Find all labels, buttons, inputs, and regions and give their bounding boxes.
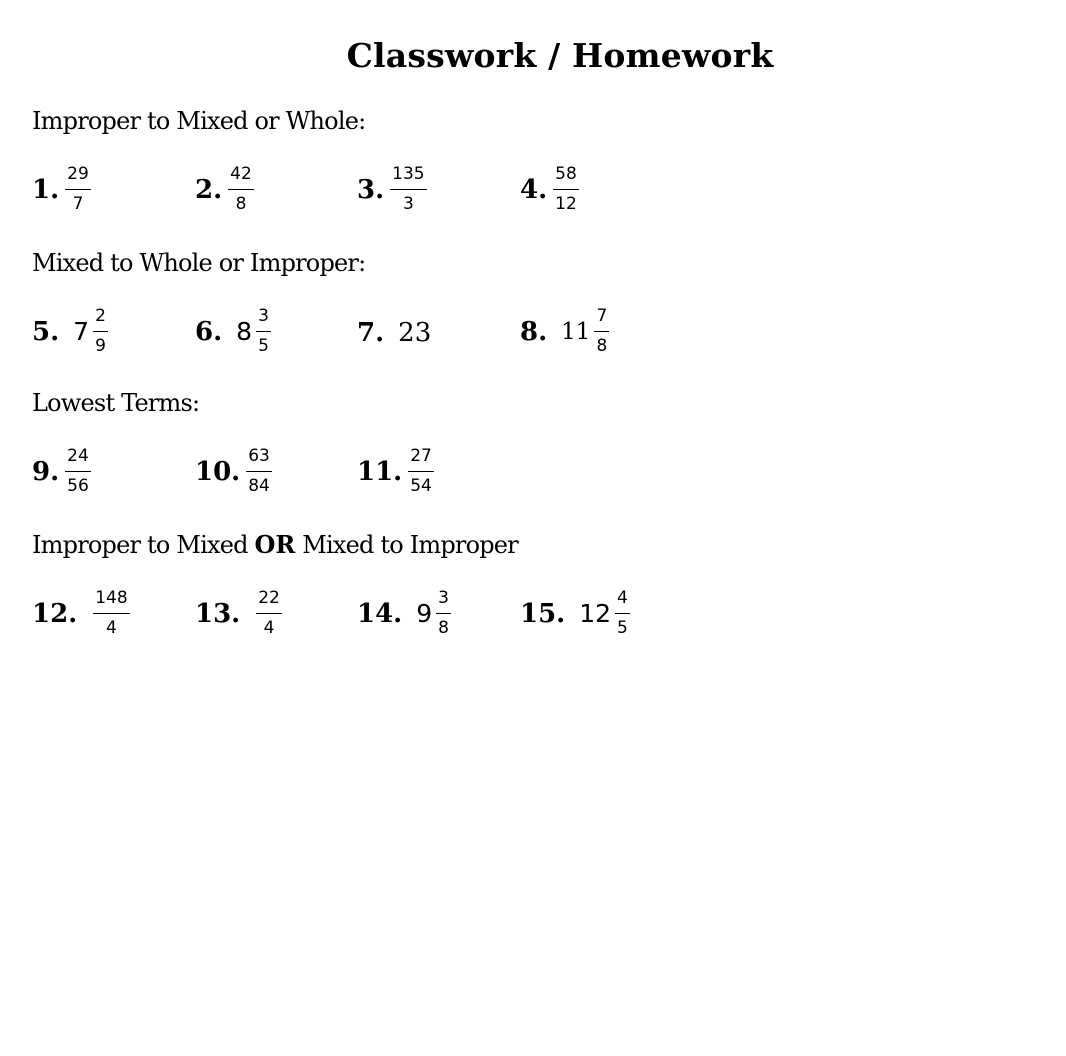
problem-number: 1.: [32, 174, 60, 205]
whole-number: 7: [73, 317, 90, 346]
numerator: 24: [65, 448, 91, 472]
problem-4: [520, 166, 579, 213]
problem-6: [195, 308, 271, 355]
numerator: 29: [65, 166, 91, 190]
fraction: [594, 308, 609, 355]
problem-11: [357, 448, 434, 495]
fraction: [436, 590, 451, 637]
whole-number: 11: [561, 318, 591, 345]
problem-number: 15.: [520, 598, 566, 629]
problem-1: [32, 166, 91, 213]
problem-15: [520, 590, 630, 637]
fraction: [408, 448, 434, 495]
numerator: 135: [390, 166, 426, 190]
problem-number: 5.: [32, 316, 60, 347]
denominator: 12: [555, 194, 577, 214]
fraction: [93, 590, 129, 637]
fraction: [228, 166, 254, 213]
denominator: 5: [617, 618, 628, 638]
numerator: 7: [594, 308, 609, 332]
problem-number: 12.: [32, 598, 78, 629]
denominator: 8: [596, 336, 608, 356]
fraction: [390, 166, 426, 213]
heading-emphasis: OR: [254, 530, 296, 559]
section-heading-lowest-terms: Lowest Terms:: [32, 389, 200, 417]
section-heading-improper-to-mixed: Improper to Mixed or Whole:: [32, 107, 366, 135]
section-heading-improper-or-mixed: [32, 530, 518, 559]
fraction: [93, 308, 108, 355]
problem-number: 11.: [357, 456, 403, 487]
problem-7: [357, 318, 431, 348]
problem-number: 3.: [357, 174, 385, 205]
problem-number: 7.: [357, 318, 385, 348]
denominator: 4: [263, 618, 275, 638]
numerator: 27: [408, 448, 434, 472]
denominator: 8: [235, 194, 247, 214]
problem-2: [195, 166, 254, 213]
problem-10: [195, 448, 272, 495]
page-title: Classwork / Homework: [346, 36, 774, 75]
denominator: 84: [248, 476, 270, 496]
numerator: 3: [256, 308, 271, 332]
denominator: 56: [67, 476, 89, 496]
problem-number: 14.: [357, 598, 403, 629]
fraction: [65, 448, 91, 495]
whole-number: 12: [579, 599, 612, 628]
denominator: 3: [402, 194, 414, 214]
problem-number: 8.: [520, 316, 548, 347]
problem-13: [195, 590, 282, 637]
numerator: 58: [553, 166, 579, 190]
problem-5: [32, 308, 108, 355]
denominator: 9: [95, 336, 106, 356]
problem-8: [520, 308, 609, 355]
fraction: [615, 590, 630, 637]
denominator: 8: [438, 618, 449, 638]
problem-3: [357, 166, 427, 213]
problem-number: 13.: [195, 598, 241, 629]
numerator: 42: [228, 166, 254, 190]
problem-number: 6.: [195, 316, 223, 347]
problem-number: 9.: [32, 456, 60, 487]
problem-12: [32, 590, 130, 637]
denominator: 54: [410, 476, 432, 496]
section-heading-mixed-to-whole: Mixed to Whole or Improper:: [32, 249, 366, 277]
heading-text: Improper to Mixed: [32, 531, 255, 559]
whole-number: 23: [398, 318, 432, 348]
problem-number: 4.: [520, 174, 548, 205]
fraction: [246, 448, 272, 495]
denominator: 5: [258, 336, 269, 356]
numerator: 4: [615, 590, 630, 614]
fraction: [553, 166, 579, 213]
denominator: 7: [72, 194, 84, 214]
numerator: 22: [256, 590, 282, 614]
numerator: 63: [246, 448, 272, 472]
whole-number: 8: [236, 317, 253, 346]
numerator: 148: [93, 590, 129, 614]
problem-number: 10.: [195, 456, 241, 487]
problem-9: [32, 448, 91, 495]
problem-number: 2.: [195, 174, 223, 205]
numerator: 3: [436, 590, 451, 614]
fraction: [65, 166, 91, 213]
whole-number: 9: [416, 599, 433, 628]
problem-14: [357, 590, 451, 637]
heading-text: Mixed to Improper: [295, 531, 518, 559]
fraction: [256, 308, 271, 355]
numerator: 2: [93, 308, 108, 332]
fraction: [256, 590, 282, 637]
denominator: 4: [106, 618, 117, 638]
